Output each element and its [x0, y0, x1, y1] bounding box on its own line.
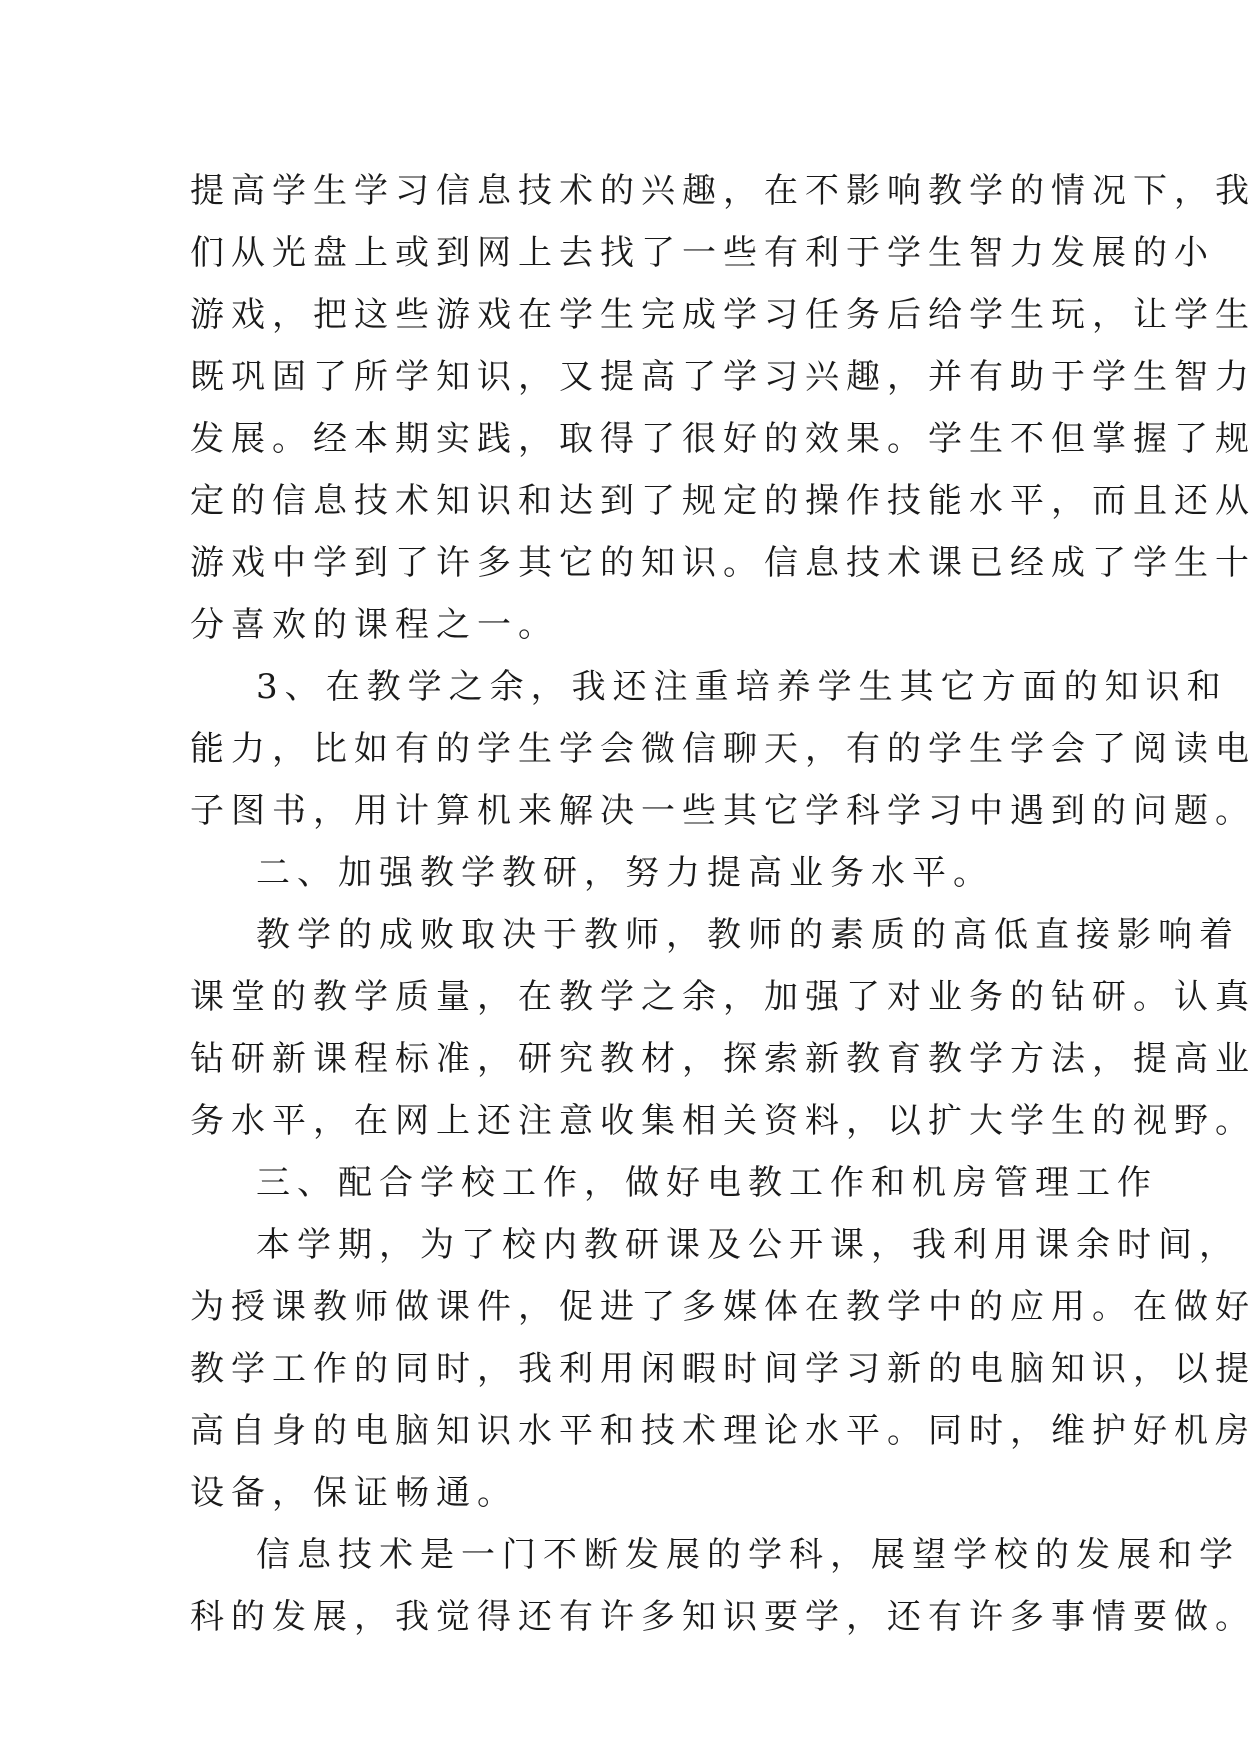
section-heading: 三、配合学校工作，做好电教工作和机房管理工作 [256, 1163, 1158, 1203]
text-line: 子图书，用计算机来解决一些其它学科学习中遇到的问题。 [190, 791, 1256, 831]
text-line: 设备，保证畅通。 [190, 1473, 518, 1513]
text-line: 发展。经本期实践，取得了很好的效果。学生不但掌握了规 [190, 419, 1256, 459]
text-line: 提高学生学习信息技术的兴趣，在不影响教学的情况下，我 [190, 171, 1256, 211]
text-line: 教学的成败取决于教师，教师的素质的高低直接影响着 [256, 915, 1240, 955]
text-line: 游戏，把这些游戏在学生完成学习任务后给学生玩，让学生 [190, 295, 1256, 335]
text-line: 课堂的教学质量，在教学之余，加强了对业务的钻研。认真 [190, 977, 1256, 1017]
text-line: 本学期，为了校内教研课及公开课，我利用课余时间， [256, 1225, 1240, 1265]
text-line: 高自身的电脑知识水平和技术理论水平。同时，维护好机房 [190, 1411, 1256, 1451]
text-line: 教学工作的同时，我利用闲暇时间学习新的电脑知识，以提 [190, 1349, 1256, 1389]
body-text [190, 160, 1256, 1648]
text-line: 3、在教学之余，我还注重培养学生其它方面的知识和 [256, 667, 1228, 707]
text-line: 们从光盘上或到网上去找了一些有利于学生智力发展的小 [190, 233, 1215, 273]
text-line: 为授课教师做课件，促进了多媒体在教学中的应用。在做好 [190, 1287, 1256, 1327]
text-line: 信息技术是一门不断发展的学科，展望学校的发展和学 [256, 1535, 1240, 1575]
text-line: 能力，比如有的学生学会微信聊天，有的学生学会了阅读电 [190, 729, 1256, 769]
text-line: 钻研新课程标准，研究教材，探索新教育教学方法，提高业 [190, 1039, 1256, 1079]
section-heading: 二、加强教学教研，努力提高业务水平。 [256, 853, 994, 893]
text-line: 科的发展，我觉得还有许多知识要学，还有许多事情要做。 [190, 1597, 1256, 1637]
text-line: 既巩固了所学知识，又提高了学习兴趣，并有助于学生智力 [190, 357, 1256, 397]
text-line: 分喜欢的课程之一。 [190, 605, 559, 645]
text-line: 务水平，在网上还注意收集相关资料，以扩大学生的视野。 [190, 1101, 1256, 1141]
text-line: 定的信息技术知识和达到了规定的操作技能水平，而且还从 [190, 481, 1256, 521]
text-line: 游戏中学到了许多其它的知识。信息技术课已经成了学生十 [190, 543, 1256, 583]
